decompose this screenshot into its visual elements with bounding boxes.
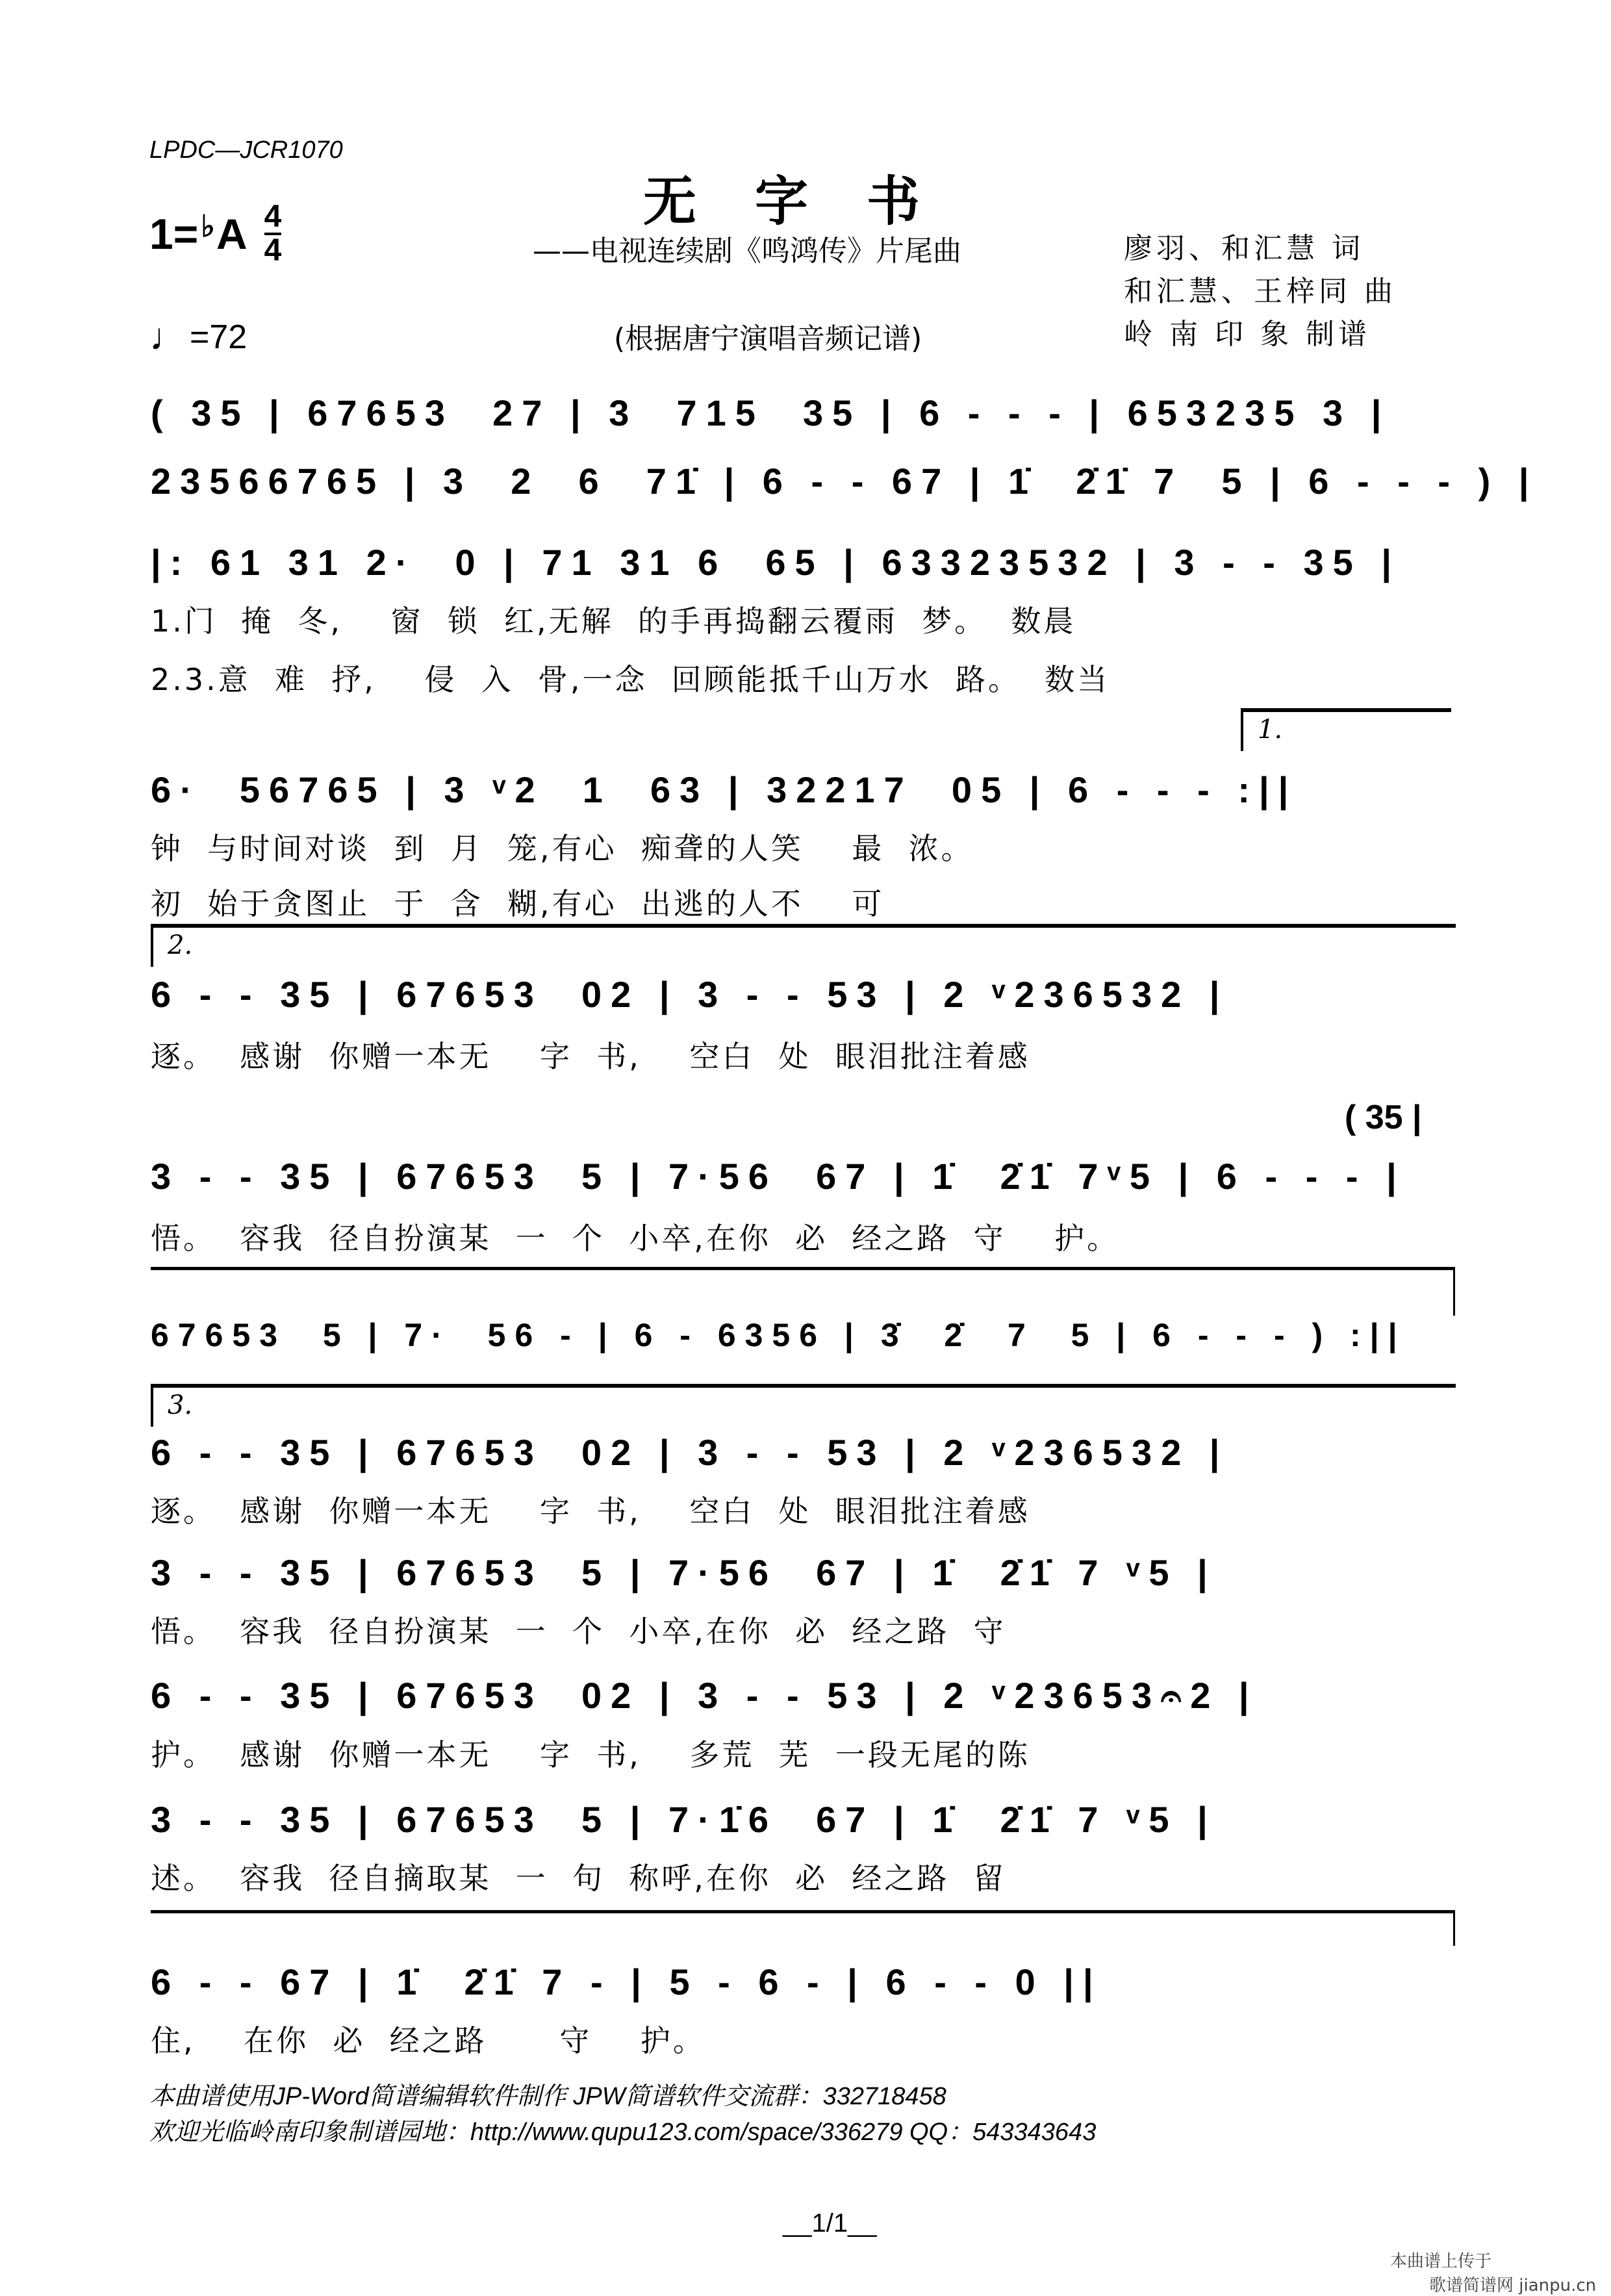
lyrics: 逐。 感谢 你赠一本无 字 书, 空白 处 眼泪批注着感 <box>151 1039 1030 1074</box>
lyrics-verse-1: 1.门 掩 冬, 窗 锁 红,无解 的手再捣翻云覆雨 梦。 数晨 <box>151 604 1076 639</box>
score-line <box>151 1143 1453 1208</box>
composer: 和汇慧、王梓同 曲 <box>1124 275 1397 308</box>
lyrics: 逐。 感谢 你赠一本无 字 书, 空白 处 眼泪批注着感 <box>151 1494 1030 1529</box>
notation: 3 - - 35 | 67653 5 | 7·56 67 | 1̇ 2̇1̇ 7 ᵛ5 | <box>151 1551 1217 1593</box>
arranger: 岭 南 印 象 制谱 <box>1124 318 1371 351</box>
notation: |: 61 31 2· 0 | 71 31 6 65 | 63323532 | 3 - - 35 | <box>151 541 1401 583</box>
notation: 6 - - 35 | 67653 02 | 3 - - 53 | 2 ᵛ23653𝄐2 | <box>151 1674 1258 1716</box>
song-title: 无字书 <box>643 170 979 233</box>
watermark <box>1390 2248 1596 2296</box>
volta-bracket <box>1241 708 1451 751</box>
score-line <box>151 1303 1453 1368</box>
score-line <box>151 529 1453 594</box>
notation: 6 - - 35 | 67653 02 | 3 - - 53 | 2 ᵛ236532 | <box>151 973 1229 1015</box>
watermark-site[interactable]: 歌谱简谱网 jianpu.cn <box>1429 2276 1597 2295</box>
score-line <box>151 757 1453 822</box>
lyricist: 廖羽、和汇慧 词 <box>1124 232 1364 265</box>
lyrics: 住, 在你 必 经之路 守 护。 <box>151 2023 705 2058</box>
volta-label: 1. <box>1258 715 1283 745</box>
footer-software: 本曲谱使用JP-Word简谱编辑软件制作 JPW简谱软件交流群：332718458 <box>149 2083 946 2110</box>
notation: 6 - - 67 | 1̇ 2̇1̇ 7 - | 5 - 6 - | 6 - - 0 || <box>151 1961 1102 2002</box>
score-line <box>151 1663 1453 1728</box>
lyrics: 悟。 容我 径自扮演某 一 个 小卒,在你 必 经之路 守 护。 <box>151 1221 1120 1256</box>
lyrics: 述。 容我 径自摘取某 一 句 称呼,在你 必 经之路 留 <box>151 1861 1006 1896</box>
volta-label: 3. <box>168 1390 193 1420</box>
footer-website[interactable]: 欢迎光临岭南印象制谱园地：http://www.qupu123.com/space/336279 QQ：543343643 <box>149 2119 1097 2146</box>
notation: ( 35 | 67653 27 | 3 715 35 | 6 - - - | 653235 3 | <box>151 392 1391 433</box>
notation: 6· 56765 | 3 ᵛ2 1 63 | 32217 05 | 6 - - - :|| <box>151 769 1298 810</box>
credits <box>1124 227 1397 356</box>
notation: 6 - - 35 | 67653 02 | 3 - - 53 | 2 ᵛ236532 | <box>151 1431 1229 1473</box>
subtitle: ——电视连续剧《鸣鸿传》片尾曲 <box>533 235 961 268</box>
lyrics: 护。 感谢 你赠一本无 字 书, 多荒 芜 一段无尾的陈 <box>151 1737 1030 1772</box>
notation: 23566765 | 3 2 6 71̇ | 6 - - 67 | 1̇ 2̇1̇ 7 5 | 6 - - - ) | <box>151 460 1538 502</box>
volta-bracket <box>151 924 1456 967</box>
coda-bracket <box>151 1910 1455 1946</box>
interlude-pickup: ( 35 | <box>1345 1099 1422 1136</box>
notation: 3 - - 35 | 67653 5 | 7·1̇6 67 | 1̇ 2̇1̇ 7 ᵛ5 | <box>151 1798 1217 1840</box>
score-line <box>151 1949 1453 2014</box>
page-number: __1/1__ <box>783 2209 877 2238</box>
transcription-note: (根据唐宁演唱音频记谱) <box>614 322 922 355</box>
score-line <box>151 962 1453 1027</box>
notation: 3 - - 35 | 67653 5 | 7·56 67 | 1̇ 2̇1̇ 7ᵛ5 | 6 - - - | <box>151 1155 1406 1197</box>
volta-label: 2. <box>168 930 193 960</box>
score-line <box>151 448 1538 513</box>
time-bottom: 4 <box>264 233 282 268</box>
key-note: A <box>216 210 247 258</box>
lyrics-verse-2-3: 初 始于贪图止 于 含 糊,有心 出逃的人不 可 <box>151 886 885 921</box>
watermark-text: 本曲谱上传于 <box>1390 2252 1492 2271</box>
score-line <box>151 380 1453 445</box>
score-line <box>151 1540 1453 1605</box>
key-tonic: 1= <box>149 210 199 258</box>
flat-icon: ♭ <box>201 209 215 243</box>
tempo-marking <box>149 315 247 359</box>
time-signature <box>264 201 282 266</box>
score-line <box>151 1787 1453 1852</box>
notation: 67653 5 | 7· 56 - | 6 - 6356 | 3̇ 2̇ 7 5 | 6 - - - ) :|| <box>151 1317 1406 1353</box>
quarter-note-icon: ♩ <box>149 316 187 358</box>
time-top: 4 <box>264 199 282 234</box>
key-signature <box>149 201 281 266</box>
score-line <box>151 1420 1453 1485</box>
lyrics: 悟。 容我 径自扮演某 一 个 小卒,在你 必 经之路 守 <box>151 1614 1006 1649</box>
tempo-value: =72 <box>190 318 247 356</box>
lyrics-verse-2-3: 2.3.意 难 抒, 侵 入 骨,一念 回顾能抵千山万水 路。 数当 <box>151 662 1110 697</box>
lyrics-verse-1: 钟 与时间对谈 到 月 笼,有心 痴聋的人笑 最 浓。 <box>151 831 974 866</box>
score-code: LPDC—JCR1070 <box>149 136 343 164</box>
